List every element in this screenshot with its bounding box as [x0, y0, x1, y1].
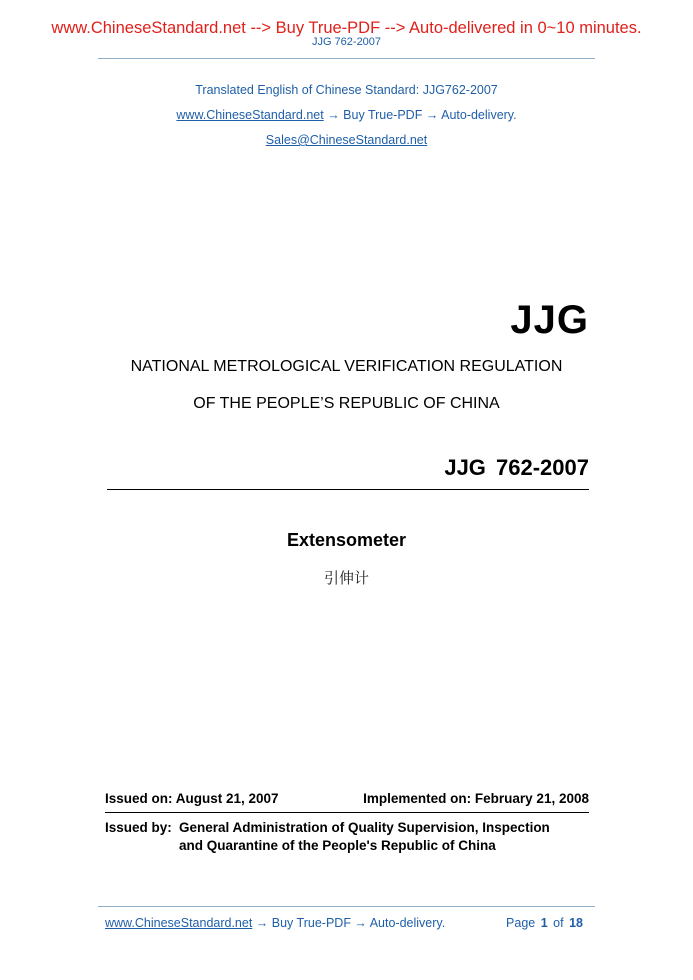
- issuer-line1: General Administration of Quality Supervision, Inspection: [179, 820, 550, 835]
- issuer-line2: and Quarantine of the People's Republic of China: [179, 838, 496, 853]
- page-number: 1: [540, 916, 548, 930]
- standard-number: JJG 762-2007: [444, 455, 589, 480]
- footer-site-link[interactable]: www.ChineseStandard.net: [105, 916, 253, 930]
- intro-links-rest: → Buy True-PDF → Auto-delivery.: [327, 108, 517, 122]
- issuer-block: [105, 819, 595, 855]
- page-indicator: [506, 916, 583, 930]
- series-code: JJG: [510, 298, 589, 342]
- issuer-label: Issued by:: [105, 820, 172, 835]
- footer-links: [105, 916, 445, 930]
- of-label: of: [553, 916, 564, 930]
- promo-banner: www.ChineseStandard.net --> Buy True-PDF --> Auto-delivered in 0~10 minutes.: [51, 19, 642, 37]
- site-link[interactable]: www.ChineseStandard.net: [176, 108, 324, 122]
- implemented-on-date: Implemented on: February 21, 2008: [363, 791, 589, 806]
- footer-links-rest: → Buy True-PDF → Auto-delivery.: [255, 916, 446, 930]
- title-divider: [107, 489, 589, 490]
- intro-links-line: [0, 108, 693, 122]
- sales-line: [0, 133, 693, 147]
- regulation-title-line2: OF THE PEOPLE’S REPUBLIC OF CHINA: [193, 395, 500, 412]
- translation-note: Translated English of Chinese Standard: JJG762-2007: [195, 83, 498, 97]
- document-title-en: Extensometer: [286, 530, 407, 550]
- page-label: Page: [506, 916, 536, 930]
- header-doc-code: JJG 762-2007: [311, 36, 382, 48]
- sales-email-link[interactable]: Sales@ChineseStandard.net: [265, 133, 428, 147]
- page-total: 18: [569, 916, 583, 930]
- footer-divider: [98, 906, 595, 907]
- issued-on-date: Issued on: August 21, 2007: [105, 791, 279, 806]
- header-divider: [98, 58, 595, 59]
- dates-divider: [105, 812, 589, 813]
- document-title-cn: 引伸计: [323, 570, 369, 587]
- regulation-title-line1: NATIONAL METROLOGICAL VERIFICATION REGULATION: [130, 358, 563, 375]
